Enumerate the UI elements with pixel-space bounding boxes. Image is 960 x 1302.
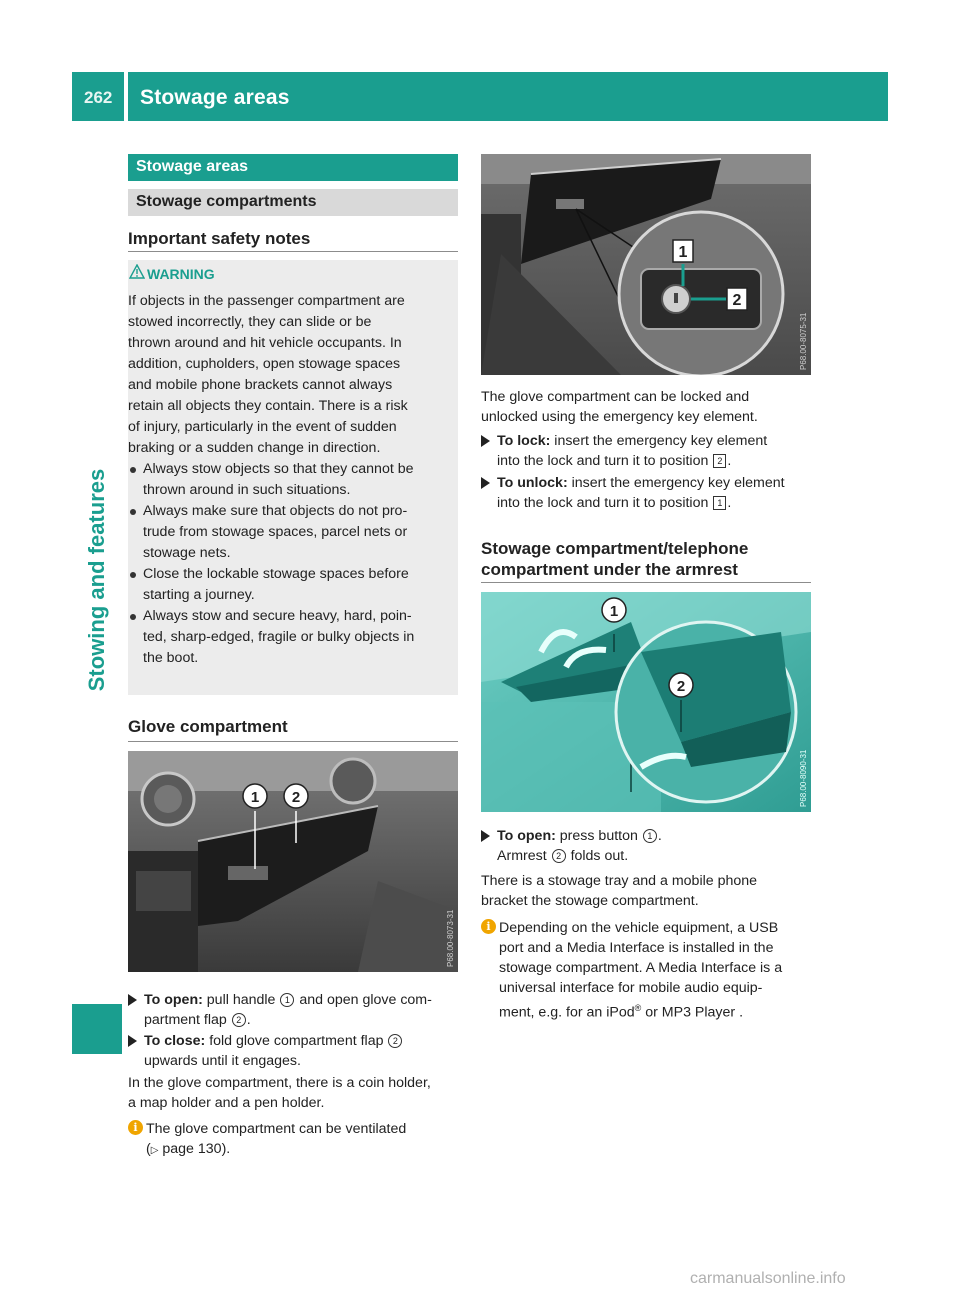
warning-text [128,291,458,669]
step-arrow-icon [128,1035,137,1047]
note-text: ment, e.g. for an iPod [499,1004,635,1021]
callout-2-label: 2 [291,789,301,806]
paragraph-line: The glove compartment can be locked and [481,389,750,405]
armrest-heading [481,538,748,580]
warning-line: of injury, particularly in the event of sudden [128,419,397,435]
step-text: insert the emergency key element [571,475,785,491]
step-arrow-icon [481,435,490,447]
photo-reference: P68.00-8090-31 [799,749,808,807]
chapter-side-label: Stowing and features [84,468,109,692]
safety-notes-heading: Important safety notes [128,229,311,248]
step-text: pull handle [206,992,276,1008]
note-line: stowage compartment. A Media Interface is a [499,960,783,976]
site-watermark: carmanualsonline.info [690,1270,846,1287]
note-text: ( [146,1141,151,1157]
step-text: upwards until it engages. [144,1053,301,1069]
photo-reference: P68.00-8073-31 [446,909,455,967]
armrest-paragraph [481,871,811,911]
callout-2-label: 2 [676,678,686,695]
open-glove-step [128,990,474,1030]
bullet-line: ted, sharp-edged, fragile or bulky objects in [143,629,415,645]
step-text: . [727,495,732,511]
heading-line: compartment under the armrest [481,560,738,579]
paragraph-line: unlocked using the emergency key element. [481,409,758,425]
warning-line: braking or a sudden change in direction. [128,440,381,456]
warning-bullet [128,606,458,669]
note-line: Depending on the vehicle equipment, a USB [499,920,779,936]
warning-bullet [128,459,458,501]
registered-mark: ® [634,1003,642,1013]
step-text: fold glove compartment flap [209,1033,384,1049]
bullet-line: Always stow and secure heavy, hard, poin- [143,608,412,624]
warning-line: thrown around and hit vehicle occupants. In [128,335,402,351]
step-label: To unlock: [497,475,568,491]
step-arrow-icon [481,830,490,842]
step-text: partment flap [144,1012,227,1028]
note-line [146,1139,476,1161]
heading-line: Stowage compartment/telephone [481,539,749,558]
warning-line: retain all objects they contain. There is a risk [128,398,408,414]
note-line [499,998,834,1023]
note-text: or MP3 Player . [645,1004,744,1021]
subsection-title: Stowage compartments [136,193,317,210]
paragraph-line: There is a stowage tray and a mobile phone [481,873,758,889]
chapter-tab-marker [72,1004,122,1054]
position-ref: 1 [713,496,726,510]
step-label: To close: [144,1033,206,1049]
step-text: . [246,1012,251,1028]
callout-1-label: 1 [678,244,688,261]
heading-rule [128,251,458,252]
bullet-line: Always make sure that objects do not pro- [143,503,408,519]
step-arrow-icon [481,477,490,489]
heading-rule [481,582,811,583]
note-line: The glove compartment can be ventilated [146,1121,407,1137]
open-armrest-step [481,826,827,866]
glove-lock-illustration [481,154,811,375]
note-line: port and a Media Interface is installed in the [499,940,774,956]
armrest-illustration [481,592,811,812]
step-label: To open: [497,828,556,844]
paragraph-line: a map holder and a pen holder. [128,1095,325,1111]
step-text: folds out. [570,848,629,864]
warning-line: and mobile phone brackets cannot always [128,377,393,393]
warning-bullet [128,564,458,606]
armrest-photo [481,592,811,812]
warning-bullet-list [128,459,458,669]
info-icon: i [128,1120,143,1135]
glove-contents-paragraph [128,1073,458,1113]
note-line: universal interface for mobile audio equip- [499,980,763,996]
callout-1-label: 1 [609,603,619,620]
callout-ref: 2 [552,849,566,863]
unlock-step [481,473,832,513]
section-title: Stowage areas [136,158,249,175]
callout-1-label: 1 [250,789,260,806]
position-ref: 2 [713,454,726,468]
bullet-line: stowage nets. [143,545,231,561]
step-text: into the lock and turn it to position [497,495,709,511]
section-bar [128,154,458,181]
callout-2-label: 2 [732,292,742,309]
bullet-line: trude from stowage spaces, parcel nets or [143,524,408,540]
warning-line: If objects in the passenger compartment are [128,293,405,309]
bullet-line: Close the lockable stowage spaces before [143,566,409,582]
page-ref-link[interactable]: page 130). [162,1141,231,1157]
header-separator [124,72,128,121]
ventilation-note [128,1119,476,1161]
lock-step [481,431,827,471]
lock-intro-paragraph [481,387,811,427]
glove-compartment-photo [128,751,458,972]
callout-ref: 1 [280,993,294,1007]
glove-lock-photo [481,154,811,375]
step-label: To lock: [497,433,551,449]
step-arrow-icon [128,994,137,1006]
paragraph-line: bracket the stowage compartment. [481,893,699,909]
callout-ref: 2 [388,1034,402,1048]
step-label: To open: [144,992,203,1008]
subsection-bar [128,189,458,216]
bullet-line: thrown around in such situations. [143,482,351,498]
page-title: Stowage areas [140,86,290,109]
warning-line: stowed incorrectly, they can slide or be [128,314,372,330]
step-text: Armrest [497,848,547,864]
bullet-line: starting a journey. [143,587,255,603]
step-text: into the lock and turn it to position [497,453,709,469]
step-text: insert the emergency key element [554,433,768,449]
warning-bullet [128,501,458,564]
callout-ref: 1 [643,829,657,843]
step-text: and open glove com- [299,992,432,1008]
heading-rule [128,741,458,742]
glove-compartment-illustration [128,751,458,972]
glove-compartment-heading: Glove compartment [128,717,288,736]
step-text: . [727,453,732,469]
bullet-line: the boot. [143,650,199,666]
photo-reference: P68.00-8075-31 [799,312,808,370]
callout-ref: 2 [232,1013,246,1027]
media-interface-note [481,918,834,1023]
page-ref-arrow-icon: ▷ [150,1145,159,1156]
info-icon: i [481,919,496,934]
paragraph-line: In the glove compartment, there is a coin holder, [128,1075,431,1091]
warning-line: addition, cupholders, open stowage spaces [128,356,401,372]
bullet-line: Always stow objects so that they cannot be [143,461,414,477]
warning-title: WARNING [147,266,215,282]
page-number: 262 [84,88,113,107]
warning-triangle-icon [129,264,145,279]
step-text: press button [559,828,638,844]
close-glove-step [128,1031,474,1071]
step-text: . [657,828,662,844]
